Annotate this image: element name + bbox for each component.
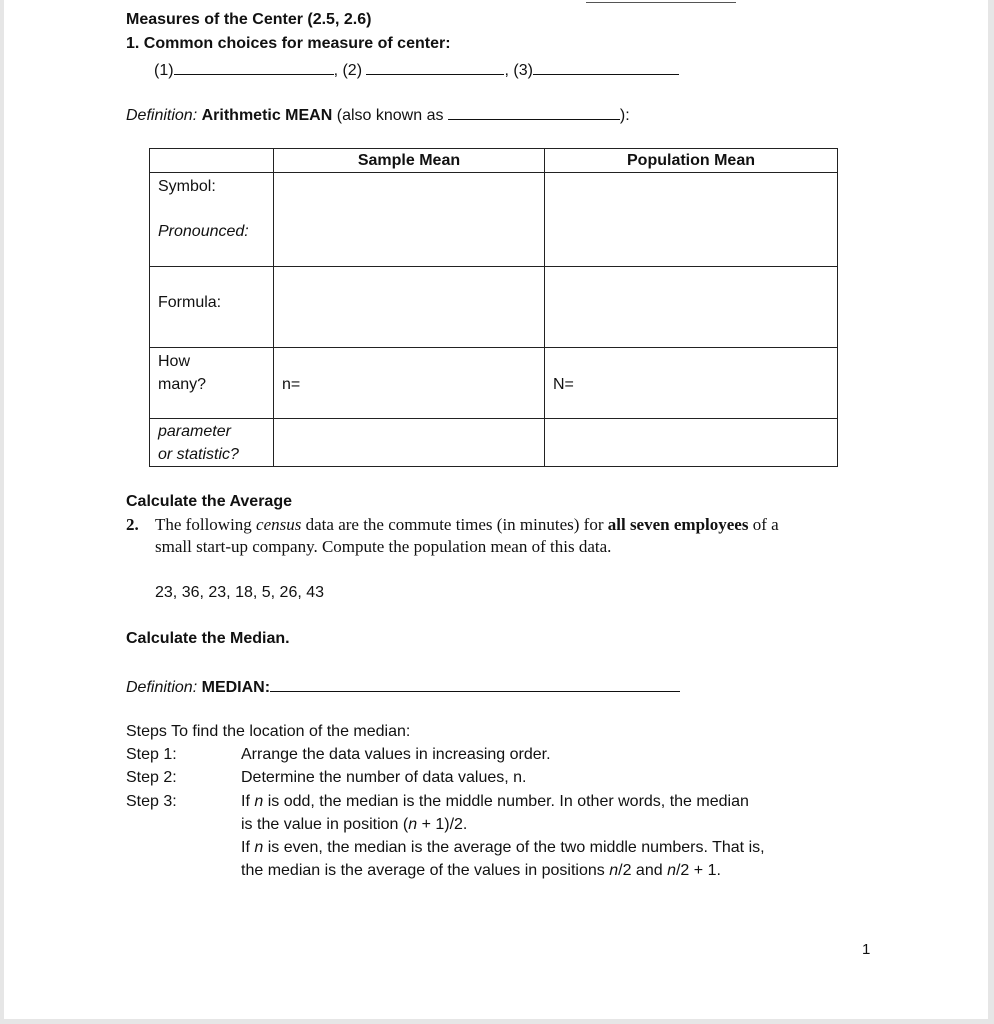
mean-definition: Definition: Arithmetic MEAN (also known as ): <box>126 104 630 126</box>
document-page <box>4 0 988 1019</box>
question-2-line-1: The following census data are the commute times (in minutes) for all seven employees of a <box>155 515 779 534</box>
choice-1-blank <box>174 59 334 75</box>
page-number: 1 <box>862 941 871 958</box>
median-definition-blank <box>270 676 680 692</box>
question-1: 1. Common choices for measure of center: <box>126 35 451 52</box>
page-title: Measures of the Center (2.5, 2.6) <box>126 11 372 28</box>
steps-intro: Steps To find the location of the median: <box>126 723 411 740</box>
row-formula-label: Formula: <box>150 267 274 348</box>
choice-2-label: (2) <box>342 62 363 79</box>
step-3-line-3: If n is even, the median is the average of the two middle numbers. That is, <box>241 839 765 856</box>
sample-parameter-cell[interactable] <box>274 419 545 467</box>
step-1-text: Arrange the data values in increasing order. <box>241 746 551 763</box>
step-3-line-2: is the value in position (n + 1)/2. <box>241 816 468 833</box>
question-2-line-2: small start-up company. Compute the population mean of this data. <box>155 537 612 556</box>
mean-alias-blank <box>448 104 620 120</box>
question-2-number: 2. <box>126 515 139 534</box>
sample-formula-cell[interactable] <box>274 267 545 348</box>
step-2-label: Step 2: <box>126 769 177 786</box>
mean-table <box>149 148 838 467</box>
median-definition: Definition: MEDIAN: <box>126 676 680 698</box>
choice-3-label: (3) <box>513 62 533 79</box>
sample-n-cell[interactable]: n= <box>274 348 545 419</box>
population-parameter-cell[interactable] <box>545 419 838 467</box>
commute-data: 23, 36, 23, 18, 5, 26, 43 <box>155 584 325 601</box>
choice-2-blank <box>366 59 504 75</box>
population-n-cell[interactable]: N= <box>545 348 838 419</box>
step-3-line-4: the median is the average of the values in positions n/2 and n/2 + 1. <box>241 862 721 879</box>
center-choices: (1) , (2) , (3) <box>154 59 679 81</box>
step-1-label: Step 1: <box>126 746 177 763</box>
sample-symbol-cell[interactable] <box>274 173 545 267</box>
step-2-text: Determine the number of data values, n. <box>241 769 527 786</box>
average-heading: Calculate the Average <box>126 493 292 510</box>
sample-mean-header: Sample Mean <box>274 149 545 173</box>
population-formula-cell[interactable] <box>545 267 838 348</box>
population-mean-header: Population Mean <box>545 149 838 173</box>
row-how-many-label: How many? <box>150 348 274 419</box>
choice-1-label: (1) <box>154 62 174 79</box>
row-symbol-label: Symbol: Pronounced: <box>150 173 274 267</box>
row-parameter-label: parameter or statistic? <box>150 419 274 467</box>
median-heading: Calculate the Median. <box>126 630 290 647</box>
choice-3-blank <box>533 59 679 75</box>
population-symbol-cell[interactable] <box>545 173 838 267</box>
top-rule <box>586 2 736 3</box>
step-3-line-1: If n is odd, the median is the middle number. In other words, the median <box>241 793 749 810</box>
step-3-label: Step 3: <box>126 793 177 810</box>
